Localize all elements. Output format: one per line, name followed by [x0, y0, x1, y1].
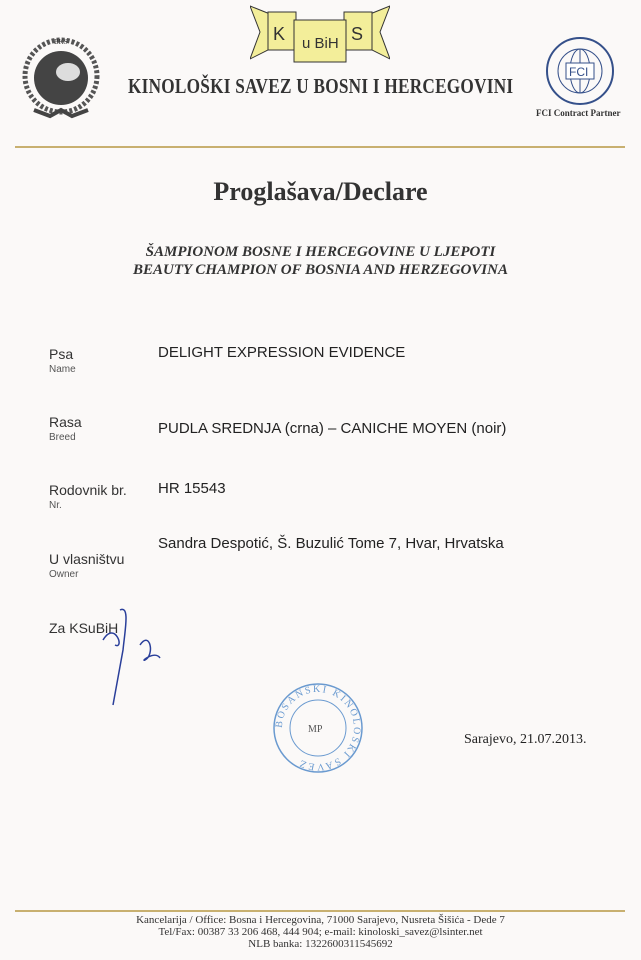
- fci-partner-label: FCI Contract Partner: [536, 108, 621, 118]
- svg-text:BOSANSKI KINOLOŠKI SAVEZ: BOSANSKI KINOLOŠKI SAVEZ: [273, 683, 363, 773]
- owner-value: Sandra Despotić, Š. Buzulić Tome 7, Hvar, Hrvatska: [158, 535, 504, 552]
- declare-title: Proglašava/Declare: [213, 177, 428, 206]
- footer-bank: NLB banka: 1322600311545692: [248, 938, 393, 950]
- footer-contact: Tel/Fax: 00387 33 206 468, 444 904; e-mail: kinoloski_savez@lsinter.net: [158, 926, 483, 938]
- header-divider: [15, 146, 625, 148]
- footer-address: Kancelarija / Office: Bosna i Hercegovina, 71000 Sarajevo, Nusreta Šišića - Dede 7: [136, 914, 505, 926]
- svg-text:BKS: BKS: [54, 38, 68, 46]
- owner-label: U vlasništvu: [49, 551, 125, 567]
- footer-divider: [15, 910, 625, 912]
- svg-text:K: K: [273, 24, 286, 44]
- svg-text:FCI: FCI: [569, 65, 589, 79]
- signature-label: Za KSuBiH: [49, 620, 119, 636]
- breed-value: PUDLA SREDNJA (crna) – CANICHE MOYEN (noir): [158, 420, 507, 437]
- bks-dog-logo: [20, 32, 102, 124]
- fci-logo: [545, 36, 615, 106]
- name-label: Psa: [49, 346, 74, 362]
- subtitle-english: BEAUTY CHAMPION OF BOSNIA AND HERZEGOVINA: [133, 262, 508, 278]
- breed-label: Rasa: [49, 414, 82, 430]
- svg-text:S: S: [351, 24, 364, 44]
- breed-sublabel: Breed: [49, 432, 76, 443]
- organization-name: KINOLOŠKI SAVEZ U BOSNI I HERCEGOVINI: [128, 74, 514, 98]
- pedigree-value: HR 15543: [158, 480, 226, 497]
- pedigree-label: Rodovnik br.: [49, 482, 127, 498]
- name-value: DELIGHT EXPRESSION EVIDENCE: [158, 344, 406, 361]
- svg-text:u BiH: u BiH: [302, 35, 339, 52]
- place-date: Sarajevo, 21.07.2013.: [464, 732, 587, 747]
- name-sublabel: Name: [49, 364, 76, 375]
- owner-sublabel: Owner: [49, 569, 79, 580]
- official-stamp: [272, 682, 364, 774]
- pedigree-sublabel: Nr.: [49, 500, 62, 511]
- kubihs-logo: [250, 4, 390, 66]
- subtitle-bosnian: ŠAMPIONOM BOSNE I HERCEGOVINE U LJEPOTI: [145, 244, 496, 260]
- svg-text:MP: MP: [308, 724, 323, 735]
- signature: [95, 600, 175, 710]
